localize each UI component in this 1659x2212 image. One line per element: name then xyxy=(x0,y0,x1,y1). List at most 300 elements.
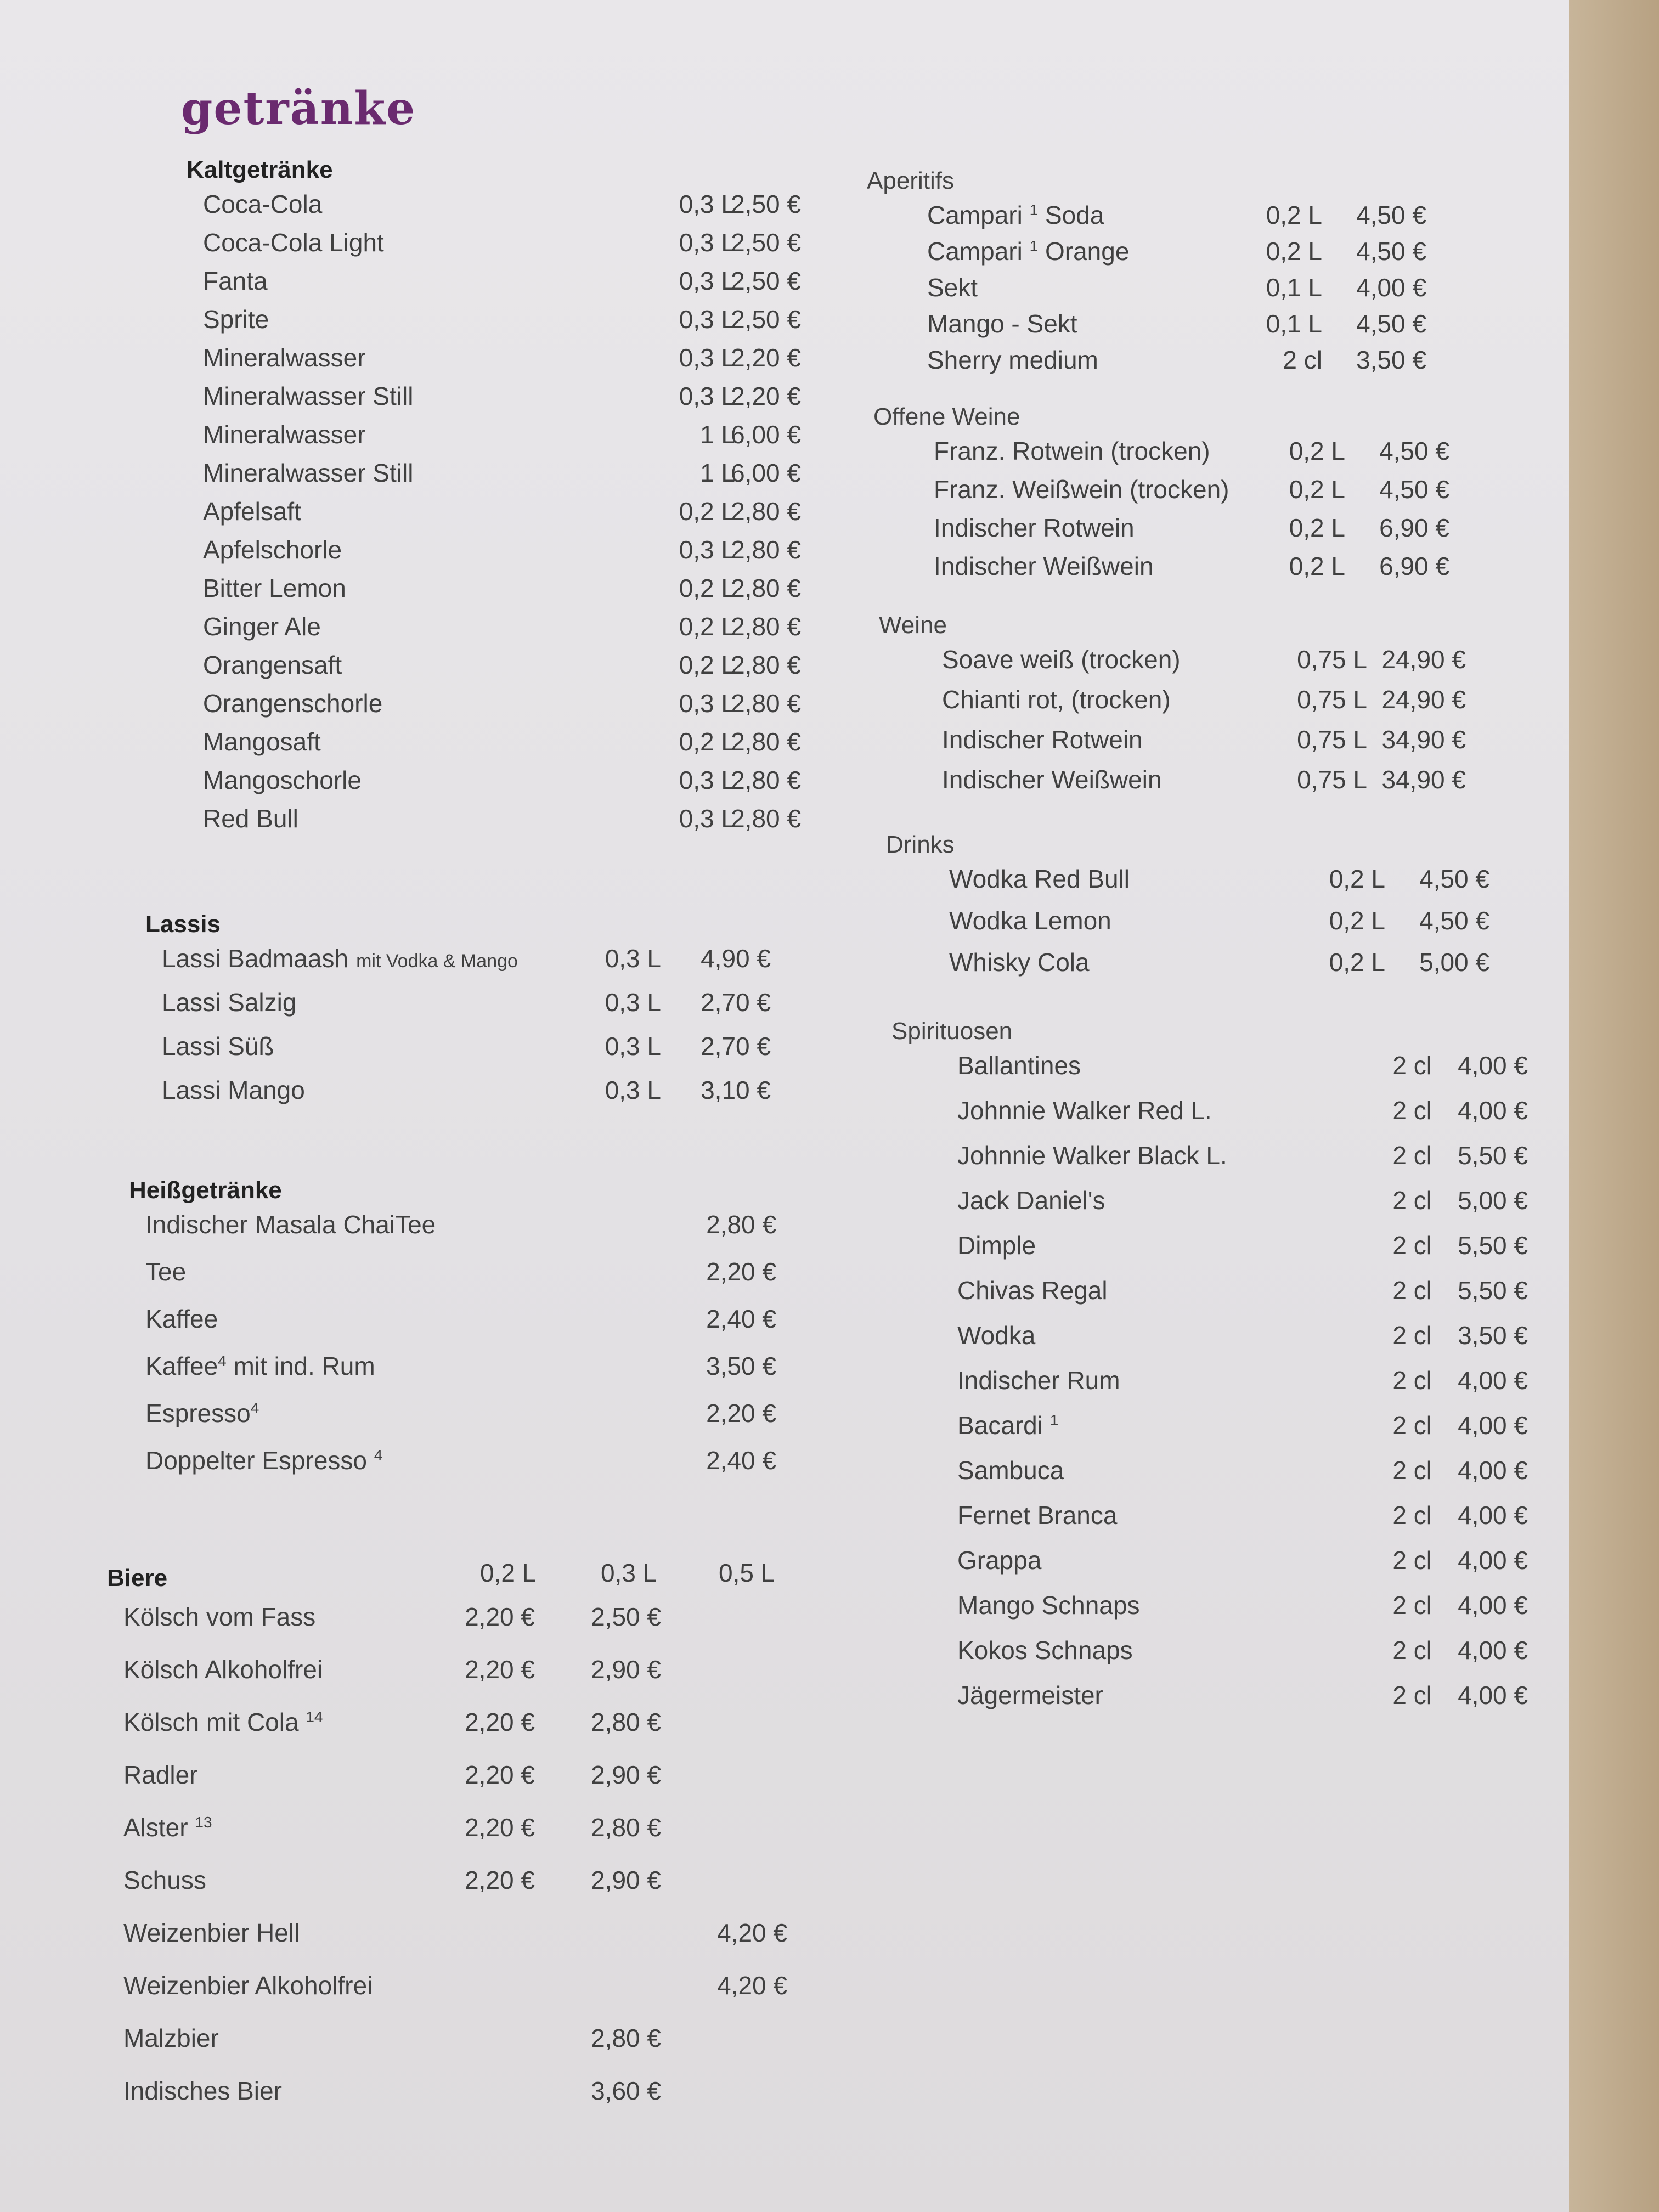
item-name xyxy=(957,1096,1212,1125)
menu-item-row xyxy=(867,200,1470,236)
item-name xyxy=(123,1971,373,2000)
item-name xyxy=(162,1031,274,1061)
section-heading: Weine xyxy=(879,612,947,639)
item-price: 3,50 € xyxy=(1356,346,1426,374)
menu-item-row xyxy=(891,1545,1583,1590)
biere-header-row xyxy=(107,1558,809,1602)
item-size: 1 L xyxy=(700,420,735,449)
item-size: 0,2 L xyxy=(1289,475,1345,504)
item-price: 5,50 € xyxy=(1458,1276,1528,1305)
menu-item-row xyxy=(867,236,1470,273)
item-price: 3,50 € xyxy=(1458,1321,1528,1350)
item-size: 0,75 L xyxy=(1297,765,1367,794)
item-name xyxy=(927,236,1129,266)
page-title: getränke xyxy=(181,82,416,135)
item-name-text: Johnnie Walker Black L. xyxy=(957,1141,1227,1170)
item-price: 2,80 € xyxy=(591,1813,661,1842)
item-price: 2,80 € xyxy=(731,804,801,833)
menu-item-row xyxy=(145,1075,776,1119)
item-name xyxy=(123,1707,323,1737)
menu-item-row xyxy=(187,343,801,381)
section-spirituosen xyxy=(891,1018,1583,1725)
item-price: 4,50 € xyxy=(1419,865,1489,893)
item-price: 2,20 € xyxy=(731,382,801,410)
item-size: 2 cl xyxy=(1392,1636,1432,1664)
item-size: 2 cl xyxy=(1392,1591,1432,1620)
item-name xyxy=(145,1257,186,1286)
item-price: 2,50 € xyxy=(731,267,801,295)
item-name xyxy=(957,1680,1103,1710)
item-size: 2 cl xyxy=(1392,1141,1432,1170)
item-name-text: Espresso xyxy=(145,1399,251,1427)
item-name-text: Kölsch Alkoholfrei xyxy=(123,1655,323,1684)
item-price: 4,00 € xyxy=(1458,1636,1528,1664)
item-price: 4,50 € xyxy=(1419,906,1489,935)
item-name xyxy=(145,1304,218,1334)
footnote-marker: 4 xyxy=(250,1399,259,1417)
item-price: 2,80 € xyxy=(731,727,801,756)
menu-item-row xyxy=(187,650,801,689)
item-size: 0,3 L xyxy=(605,1076,661,1104)
item-name-text: Indischer Rotwein xyxy=(942,725,1143,754)
item-price: 24,90 € xyxy=(1381,685,1466,714)
footnote-marker: 4 xyxy=(374,1446,383,1464)
section-aperitifs xyxy=(867,167,1470,381)
item-size: 2 cl xyxy=(1392,1231,1432,1260)
item-name-text: Sherry medium xyxy=(927,346,1098,374)
menu-item-row xyxy=(879,725,1488,765)
item-name xyxy=(203,765,362,795)
item-name xyxy=(934,551,1154,581)
item-price: 2,50 € xyxy=(731,305,801,334)
item-name xyxy=(203,804,298,833)
item-name-text: Indischer Rum xyxy=(957,1366,1120,1395)
item-name-text: Coca-Cola xyxy=(203,190,323,218)
menu-item-row xyxy=(867,273,1470,309)
item-name-text: Orangenschorle xyxy=(203,689,383,718)
menu-item-row xyxy=(187,496,801,535)
item-name xyxy=(942,685,1171,714)
item-name xyxy=(123,1760,198,1790)
item-price: 5,50 € xyxy=(1458,1141,1528,1170)
footnote-marker: 1 xyxy=(1029,237,1039,255)
menu-item-row xyxy=(891,1635,1583,1680)
item-price: 4,90 € xyxy=(701,944,771,973)
menu-item-row xyxy=(107,2076,809,2129)
menu-item-row xyxy=(873,475,1477,513)
item-size: 0,3 L xyxy=(679,267,735,295)
item-name-text: Indischer Weißwein xyxy=(942,765,1162,794)
menu-item-row xyxy=(107,1707,809,1760)
item-size: 0,2 L xyxy=(1289,437,1345,465)
item-price: 4,00 € xyxy=(1458,1591,1528,1620)
item-name-suffix: mit ind. Rum xyxy=(226,1352,375,1380)
item-price: 3,10 € xyxy=(701,1076,771,1104)
item-size: 0,2 L xyxy=(1289,552,1345,580)
menu-item-row xyxy=(879,685,1488,725)
item-size: 0,3 L xyxy=(679,228,735,257)
menu-item-row xyxy=(129,1351,787,1398)
section-heading: Aperitifs xyxy=(867,167,954,194)
item-price: 3,60 € xyxy=(591,2076,661,2105)
item-size: 2 cl xyxy=(1392,1186,1432,1215)
item-name xyxy=(934,475,1229,504)
item-price: 2,20 € xyxy=(706,1257,776,1286)
item-name xyxy=(927,309,1077,338)
menu-item-row xyxy=(129,1210,787,1257)
item-size: 2 cl xyxy=(1392,1546,1432,1575)
item-price: 4,00 € xyxy=(1458,1456,1528,1485)
item-name-text: Bacardi xyxy=(957,1411,1050,1440)
item-name-text: Ginger Ale xyxy=(203,612,321,641)
item-size: 0,3 L xyxy=(605,988,661,1017)
item-price: 2,20 € xyxy=(465,1813,535,1842)
menu-item-row xyxy=(187,420,801,458)
item-name xyxy=(957,1276,1108,1305)
item-name xyxy=(957,1231,1036,1260)
item-name-text: Mineralwasser Still xyxy=(203,459,414,487)
item-size: 0,3 L xyxy=(679,343,735,372)
item-name-text: Lassi Badmaash xyxy=(162,944,349,973)
item-price: 2,20 € xyxy=(465,1655,535,1684)
item-name-text: Mineralwasser Still xyxy=(203,382,414,410)
menu-item-row xyxy=(886,906,1500,947)
item-name-text: Kaffee xyxy=(145,1352,218,1380)
item-price: 2,80 € xyxy=(731,612,801,641)
item-size: 0,3 L xyxy=(679,305,735,334)
item-name-text: Doppelter Espresso xyxy=(145,1446,374,1475)
item-name xyxy=(162,944,518,973)
item-name xyxy=(162,1075,305,1105)
menu-item-row xyxy=(145,988,776,1031)
item-price: 4,00 € xyxy=(1458,1546,1528,1575)
item-price: 2,50 € xyxy=(591,1602,661,1631)
item-name-text: Bitter Lemon xyxy=(203,574,346,602)
item-name-text: Wodka Lemon xyxy=(949,906,1111,935)
section-heading: Spirituosen xyxy=(891,1018,1013,1045)
item-price: 6,90 € xyxy=(1379,514,1449,542)
item-name xyxy=(949,864,1130,894)
item-price: 2,80 € xyxy=(731,497,801,526)
item-size: 2 cl xyxy=(1392,1501,1432,1530)
menu-item-row xyxy=(873,436,1477,475)
item-name-text: Lassi Mango xyxy=(162,1076,305,1104)
menu-item-row xyxy=(867,345,1470,381)
footnote-marker: 1 xyxy=(1049,1411,1059,1429)
item-size: 0,3 L xyxy=(679,766,735,794)
menu-item-row xyxy=(886,947,1500,989)
menu-item-row xyxy=(187,535,801,573)
item-price: 2,20 € xyxy=(706,1399,776,1427)
menu-item-row xyxy=(873,551,1477,590)
menu-item-row xyxy=(187,458,801,496)
item-size: 0,2 L xyxy=(679,612,735,641)
menu-item-row xyxy=(145,944,776,988)
item-size: 0,2 L xyxy=(1289,514,1345,542)
item-name-text: Tee xyxy=(145,1257,187,1286)
item-name-suffix: Soda xyxy=(1038,201,1104,229)
menu-item-row xyxy=(187,804,801,842)
item-name xyxy=(123,2076,282,2106)
item-name-text: Apfelschorle xyxy=(203,535,342,564)
item-name-text: Weizenbier Hell xyxy=(123,1918,300,1947)
item-price: 2,50 € xyxy=(731,190,801,218)
item-price: 2,50 € xyxy=(731,228,801,257)
item-size: 0,2 L xyxy=(1266,201,1322,229)
menu-item-row xyxy=(891,1590,1583,1635)
item-size: 0,2 L xyxy=(1329,948,1385,977)
item-name xyxy=(203,650,342,680)
menu-item-row xyxy=(107,1655,809,1707)
item-name xyxy=(162,988,296,1017)
item-size: 2 cl xyxy=(1392,1366,1432,1395)
item-name-text: Weizenbier Alkoholfrei xyxy=(123,1971,373,2000)
item-name xyxy=(942,765,1162,794)
column-header-03: 0,3 L xyxy=(601,1559,657,1587)
item-size: 2 cl xyxy=(1392,1681,1432,1709)
item-name xyxy=(203,266,268,296)
menu-item-row xyxy=(107,1918,809,1971)
item-name xyxy=(203,304,269,334)
item-name-text: Mangoschorle xyxy=(203,766,362,794)
menu-item-row xyxy=(129,1446,787,1493)
menu-item-row xyxy=(187,689,801,727)
item-name-text: Indischer Masala ChaiTee xyxy=(145,1210,436,1239)
section-heading: Lassis xyxy=(145,911,221,938)
item-name-text: Wodka xyxy=(957,1321,1036,1350)
item-name xyxy=(203,535,342,565)
section-heading: Kaltgetränke xyxy=(187,156,333,183)
menu-item-row xyxy=(107,2023,809,2076)
item-size: 0,2 L xyxy=(1266,237,1322,266)
section-weine xyxy=(879,612,1488,805)
item-name-text: Lassi Süß xyxy=(162,1032,274,1060)
menu-item-row xyxy=(886,864,1500,906)
menu-item-row xyxy=(891,1410,1583,1455)
item-price: 3,50 € xyxy=(706,1352,776,1380)
menu-item-row xyxy=(891,1500,1583,1545)
menu-item-row xyxy=(891,1096,1583,1141)
item-name-text: Red Bull xyxy=(203,804,298,833)
item-name xyxy=(957,1635,1133,1665)
item-name xyxy=(203,189,322,219)
item-price: 2,90 € xyxy=(591,1866,661,1894)
menu-item-row xyxy=(891,1455,1583,1500)
item-size: 0,2 L xyxy=(679,727,735,756)
item-price: 2,80 € xyxy=(706,1210,776,1239)
item-name xyxy=(957,1500,1117,1530)
item-price: 2,80 € xyxy=(731,651,801,679)
item-name xyxy=(957,1455,1064,1485)
item-name xyxy=(203,228,384,257)
item-name-text: Apfelsaft xyxy=(203,497,301,526)
section-offene-weine xyxy=(873,403,1477,590)
item-price: 2,70 € xyxy=(701,1032,771,1060)
item-name xyxy=(123,1813,212,1842)
item-price: 6,90 € xyxy=(1379,552,1449,580)
item-name xyxy=(949,906,1111,935)
item-name xyxy=(927,273,978,302)
item-name-text: Jägermeister xyxy=(957,1681,1103,1709)
item-name-suffix: Orange xyxy=(1038,237,1130,266)
menu-item-row xyxy=(187,266,801,304)
item-size: 0,1 L xyxy=(1266,273,1322,302)
item-name-text: Kölsch mit Cola xyxy=(123,1708,306,1736)
item-name xyxy=(123,2023,219,2053)
item-name-text: Indisches Bier xyxy=(123,2076,282,2105)
item-price: 2,80 € xyxy=(731,574,801,602)
menu-item-row xyxy=(107,1865,809,1918)
item-name-text: Orangensaft xyxy=(203,651,342,679)
item-name xyxy=(934,436,1210,466)
item-name xyxy=(203,458,413,488)
column-header-02: 0,2 L xyxy=(480,1559,537,1587)
item-name-text: Coca-Cola Light xyxy=(203,228,384,257)
item-name-text: Whisky Cola xyxy=(949,948,1090,977)
item-name xyxy=(934,513,1135,543)
item-name xyxy=(203,343,366,373)
menu-item-row xyxy=(187,765,801,804)
item-name xyxy=(145,1446,382,1475)
item-price: 2,70 € xyxy=(701,988,771,1017)
item-name-text: Radler xyxy=(123,1760,198,1789)
item-note: mit Vodka & Mango xyxy=(356,951,518,972)
item-size: 2 cl xyxy=(1392,1051,1432,1080)
footnote-marker: 1 xyxy=(1029,201,1039,218)
item-size: 0,3 L xyxy=(605,944,661,973)
menu-item-row xyxy=(107,1760,809,1813)
footnote-marker: 4 xyxy=(218,1352,227,1369)
menu-item-row xyxy=(145,1031,776,1075)
item-price: 34,90 € xyxy=(1381,765,1466,794)
menu-item-row xyxy=(187,573,801,612)
item-name-text: Fanta xyxy=(203,267,268,295)
menu-item-row xyxy=(129,1398,787,1446)
item-size: 0,2 L xyxy=(679,574,735,602)
item-name-text: Mineralwasser xyxy=(203,420,366,449)
item-name xyxy=(957,1545,1041,1575)
item-price: 4,00 € xyxy=(1458,1051,1528,1080)
item-name xyxy=(949,947,1090,977)
item-name xyxy=(145,1398,259,1428)
menu-item-row xyxy=(891,1231,1583,1276)
item-name xyxy=(957,1365,1120,1395)
item-price: 2,80 € xyxy=(731,689,801,718)
item-price: 4,20 € xyxy=(717,1918,787,1947)
item-price: 4,20 € xyxy=(717,1971,787,2000)
section-heading: Heißgetränke xyxy=(129,1177,282,1204)
item-price: 24,90 € xyxy=(1381,645,1466,674)
item-name-text: Mangosaft xyxy=(203,727,321,756)
menu-item-row xyxy=(873,513,1477,551)
item-name-text: Fernet Branca xyxy=(957,1501,1118,1530)
item-size: 2 cl xyxy=(1392,1321,1432,1350)
item-name xyxy=(123,1865,206,1895)
item-name-text: Dimple xyxy=(957,1231,1036,1260)
menu-item-row xyxy=(891,1141,1583,1186)
item-name-text: Alster xyxy=(123,1813,195,1842)
item-name-text: Campari xyxy=(927,237,1030,266)
item-price: 4,50 € xyxy=(1356,201,1426,229)
item-name xyxy=(203,573,346,603)
item-name-text: Franz. Weißwein (trocken) xyxy=(934,475,1229,504)
item-size: 2 cl xyxy=(1392,1411,1432,1440)
item-name xyxy=(927,200,1104,230)
item-price: 2,20 € xyxy=(731,343,801,372)
item-name xyxy=(957,1141,1227,1170)
item-price: 4,00 € xyxy=(1458,1411,1528,1440)
item-name-text: Mango Schnaps xyxy=(957,1591,1140,1620)
item-price: 2,90 € xyxy=(591,1760,661,1789)
item-price: 5,00 € xyxy=(1458,1186,1528,1215)
item-price: 4,50 € xyxy=(1379,475,1449,504)
item-name-text: Wodka Red Bull xyxy=(949,865,1130,893)
item-size: 2 cl xyxy=(1283,346,1322,374)
menu-item-row xyxy=(879,645,1488,685)
item-name xyxy=(203,612,321,641)
item-size: 2 cl xyxy=(1392,1276,1432,1305)
menu-item-row xyxy=(187,727,801,765)
menu-item-row xyxy=(867,309,1470,345)
item-size: 2 cl xyxy=(1392,1096,1432,1125)
item-name-text: Kaffee xyxy=(145,1305,218,1333)
item-price: 4,00 € xyxy=(1458,1096,1528,1125)
menu-item-row xyxy=(891,1365,1583,1410)
menu-item-row xyxy=(187,612,801,650)
item-name-text: Soave weiß (trocken) xyxy=(942,645,1181,674)
item-price: 6,00 € xyxy=(731,420,801,449)
column-header-05: 0,5 L xyxy=(719,1559,775,1587)
menu-item-row xyxy=(107,1813,809,1865)
item-name xyxy=(123,1918,300,1948)
item-price: 2,40 € xyxy=(706,1305,776,1333)
item-size: 0,3 L xyxy=(679,535,735,564)
item-price: 2,80 € xyxy=(731,766,801,794)
item-price: 4,50 € xyxy=(1356,237,1426,266)
item-price: 2,90 € xyxy=(591,1655,661,1684)
item-price: 4,00 € xyxy=(1356,273,1426,302)
item-size: 0,2 L xyxy=(1329,906,1385,935)
item-size: 0,75 L xyxy=(1297,685,1367,714)
section-heading: Offene Weine xyxy=(873,403,1020,430)
menu-item-row xyxy=(187,381,801,420)
item-size: 0,75 L xyxy=(1297,645,1367,674)
menu-item-row xyxy=(891,1680,1583,1725)
item-name xyxy=(957,1590,1139,1620)
menu-item-row xyxy=(879,765,1488,805)
item-size: 0,3 L xyxy=(605,1032,661,1060)
item-name-text: Indischer Rotwein xyxy=(934,514,1135,542)
item-name xyxy=(123,1602,315,1632)
item-size: 0,2 L xyxy=(679,497,735,526)
item-price: 2,40 € xyxy=(706,1446,776,1475)
item-name-text: Sprite xyxy=(203,305,269,334)
item-price: 4,50 € xyxy=(1356,309,1426,338)
item-name xyxy=(957,1186,1105,1215)
item-name-text: Campari xyxy=(927,201,1030,229)
item-name xyxy=(145,1210,436,1239)
item-name xyxy=(942,725,1143,754)
item-price: 4,00 € xyxy=(1458,1681,1528,1709)
item-price: 2,20 € xyxy=(465,1708,535,1736)
section-heading: Drinks xyxy=(886,831,955,858)
menu-item-row xyxy=(129,1304,787,1351)
footnote-marker: 13 xyxy=(195,1813,212,1831)
item-name-text: Grappa xyxy=(957,1546,1042,1575)
item-name-text: Schuss xyxy=(123,1866,206,1894)
menu-item-row xyxy=(891,1186,1583,1231)
item-name-text: Mineralwasser xyxy=(203,343,366,372)
